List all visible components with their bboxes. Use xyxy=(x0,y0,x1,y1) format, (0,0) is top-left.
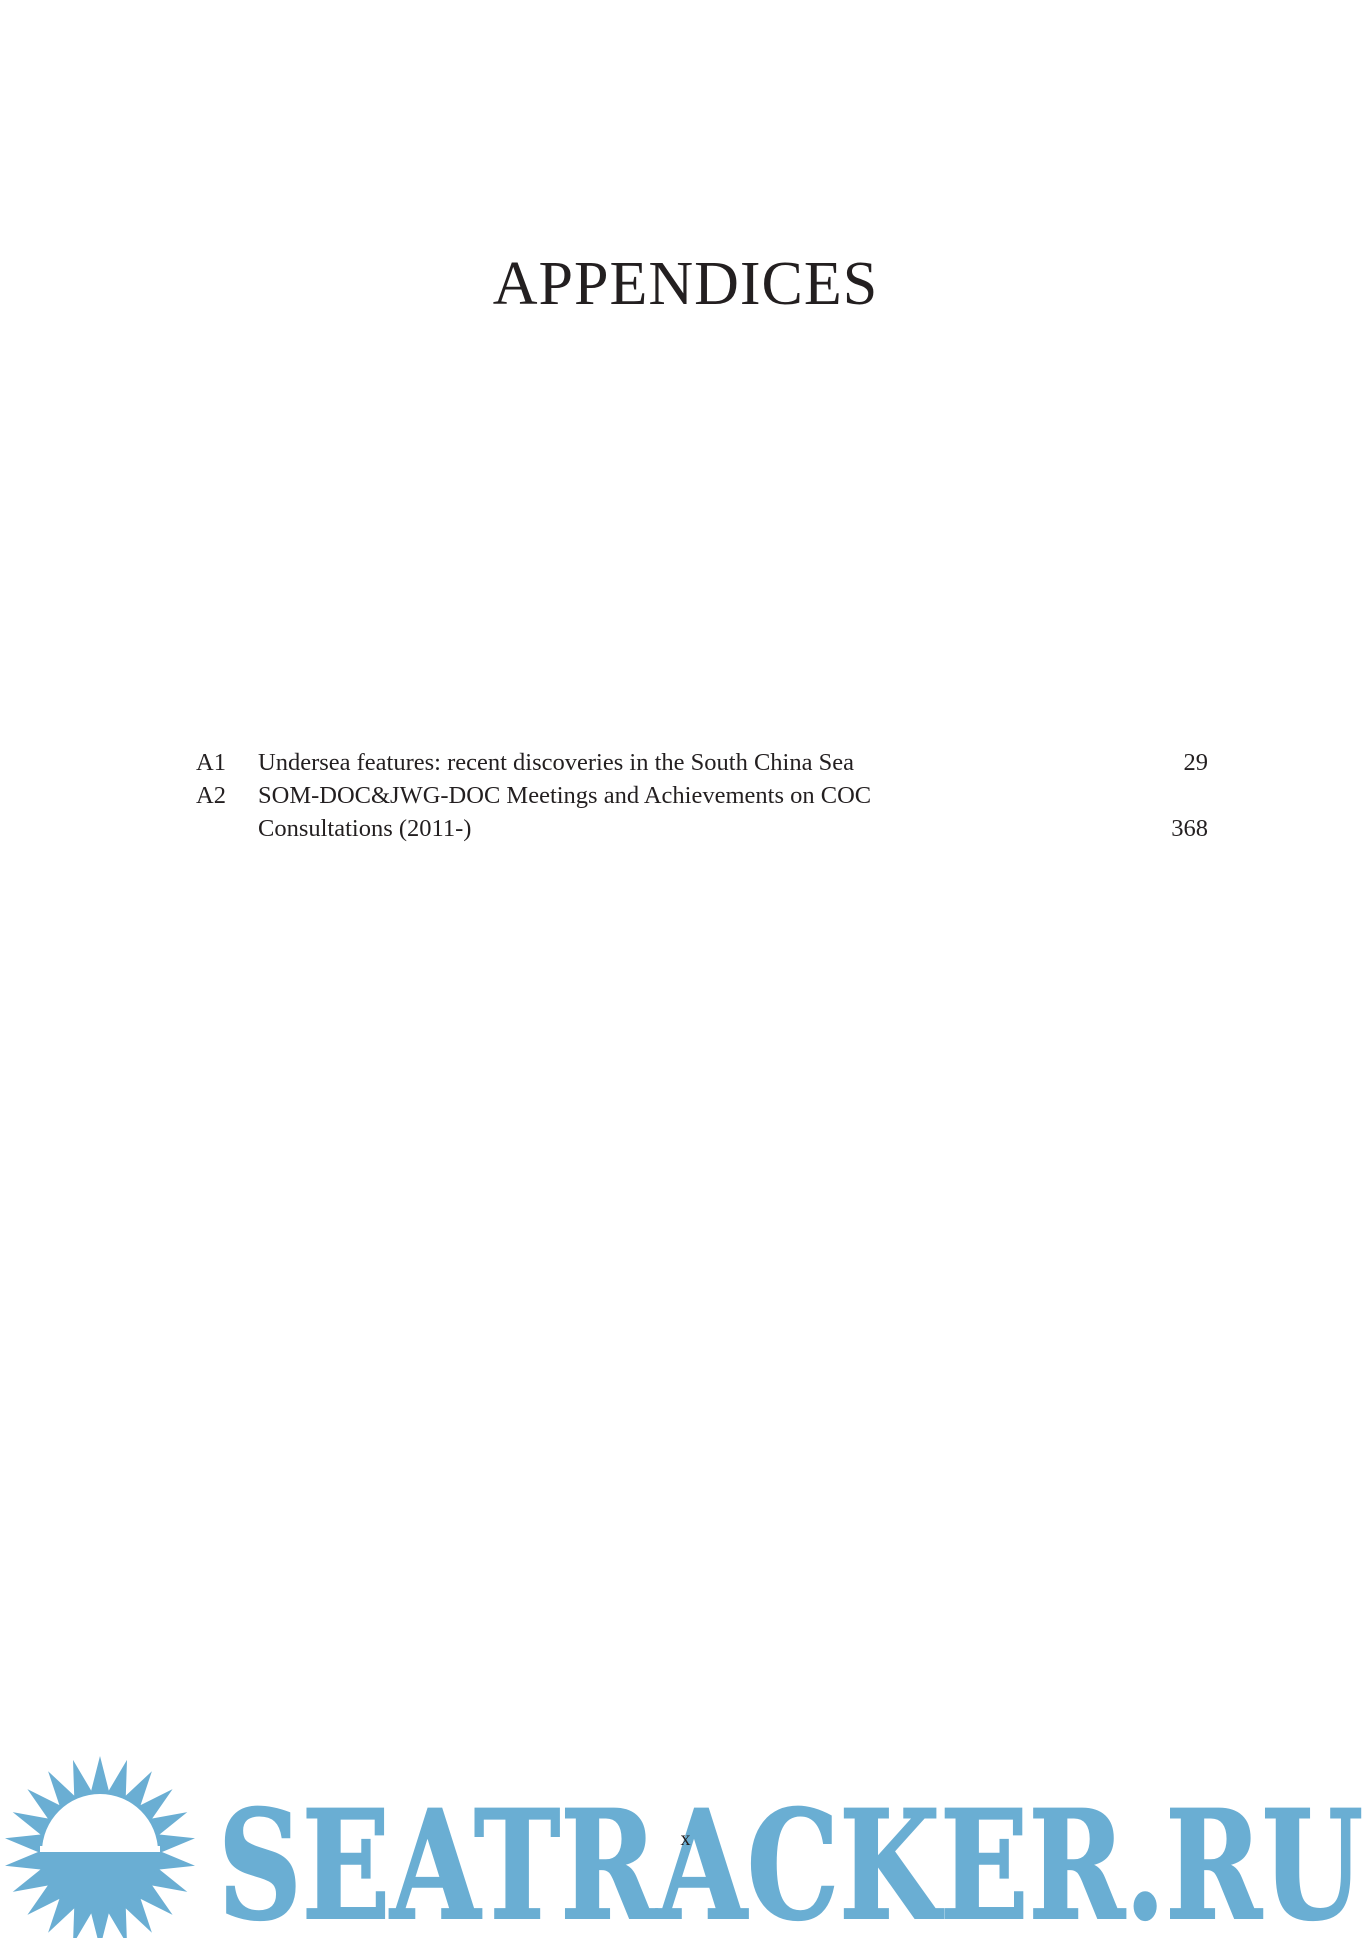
toc-entry[interactable] xyxy=(196,746,1208,779)
entry-title-line: SOM-DOC&JWG-DOC Meetings and Achievements on COC xyxy=(258,782,872,809)
entry-page-number: 29 xyxy=(1183,749,1208,776)
entry-title xyxy=(258,779,1118,845)
entry-title xyxy=(258,746,1118,779)
entry-title-line: Undersea features: recent discoveries in the South China Sea xyxy=(258,749,854,776)
entry-title-line: Consultations (2011-) xyxy=(258,815,472,842)
appendices-list xyxy=(196,746,1208,845)
entry-code: A2 xyxy=(196,782,226,809)
page-number: x xyxy=(680,1828,691,1850)
entry-code: A1 xyxy=(196,749,226,776)
watermark-text: SEATRACKER.RU xyxy=(218,1778,1363,1938)
entry-page-number: 368 xyxy=(1171,815,1208,842)
page-title: APPENDICES xyxy=(492,250,879,318)
toc-entry[interactable] xyxy=(196,779,1208,845)
